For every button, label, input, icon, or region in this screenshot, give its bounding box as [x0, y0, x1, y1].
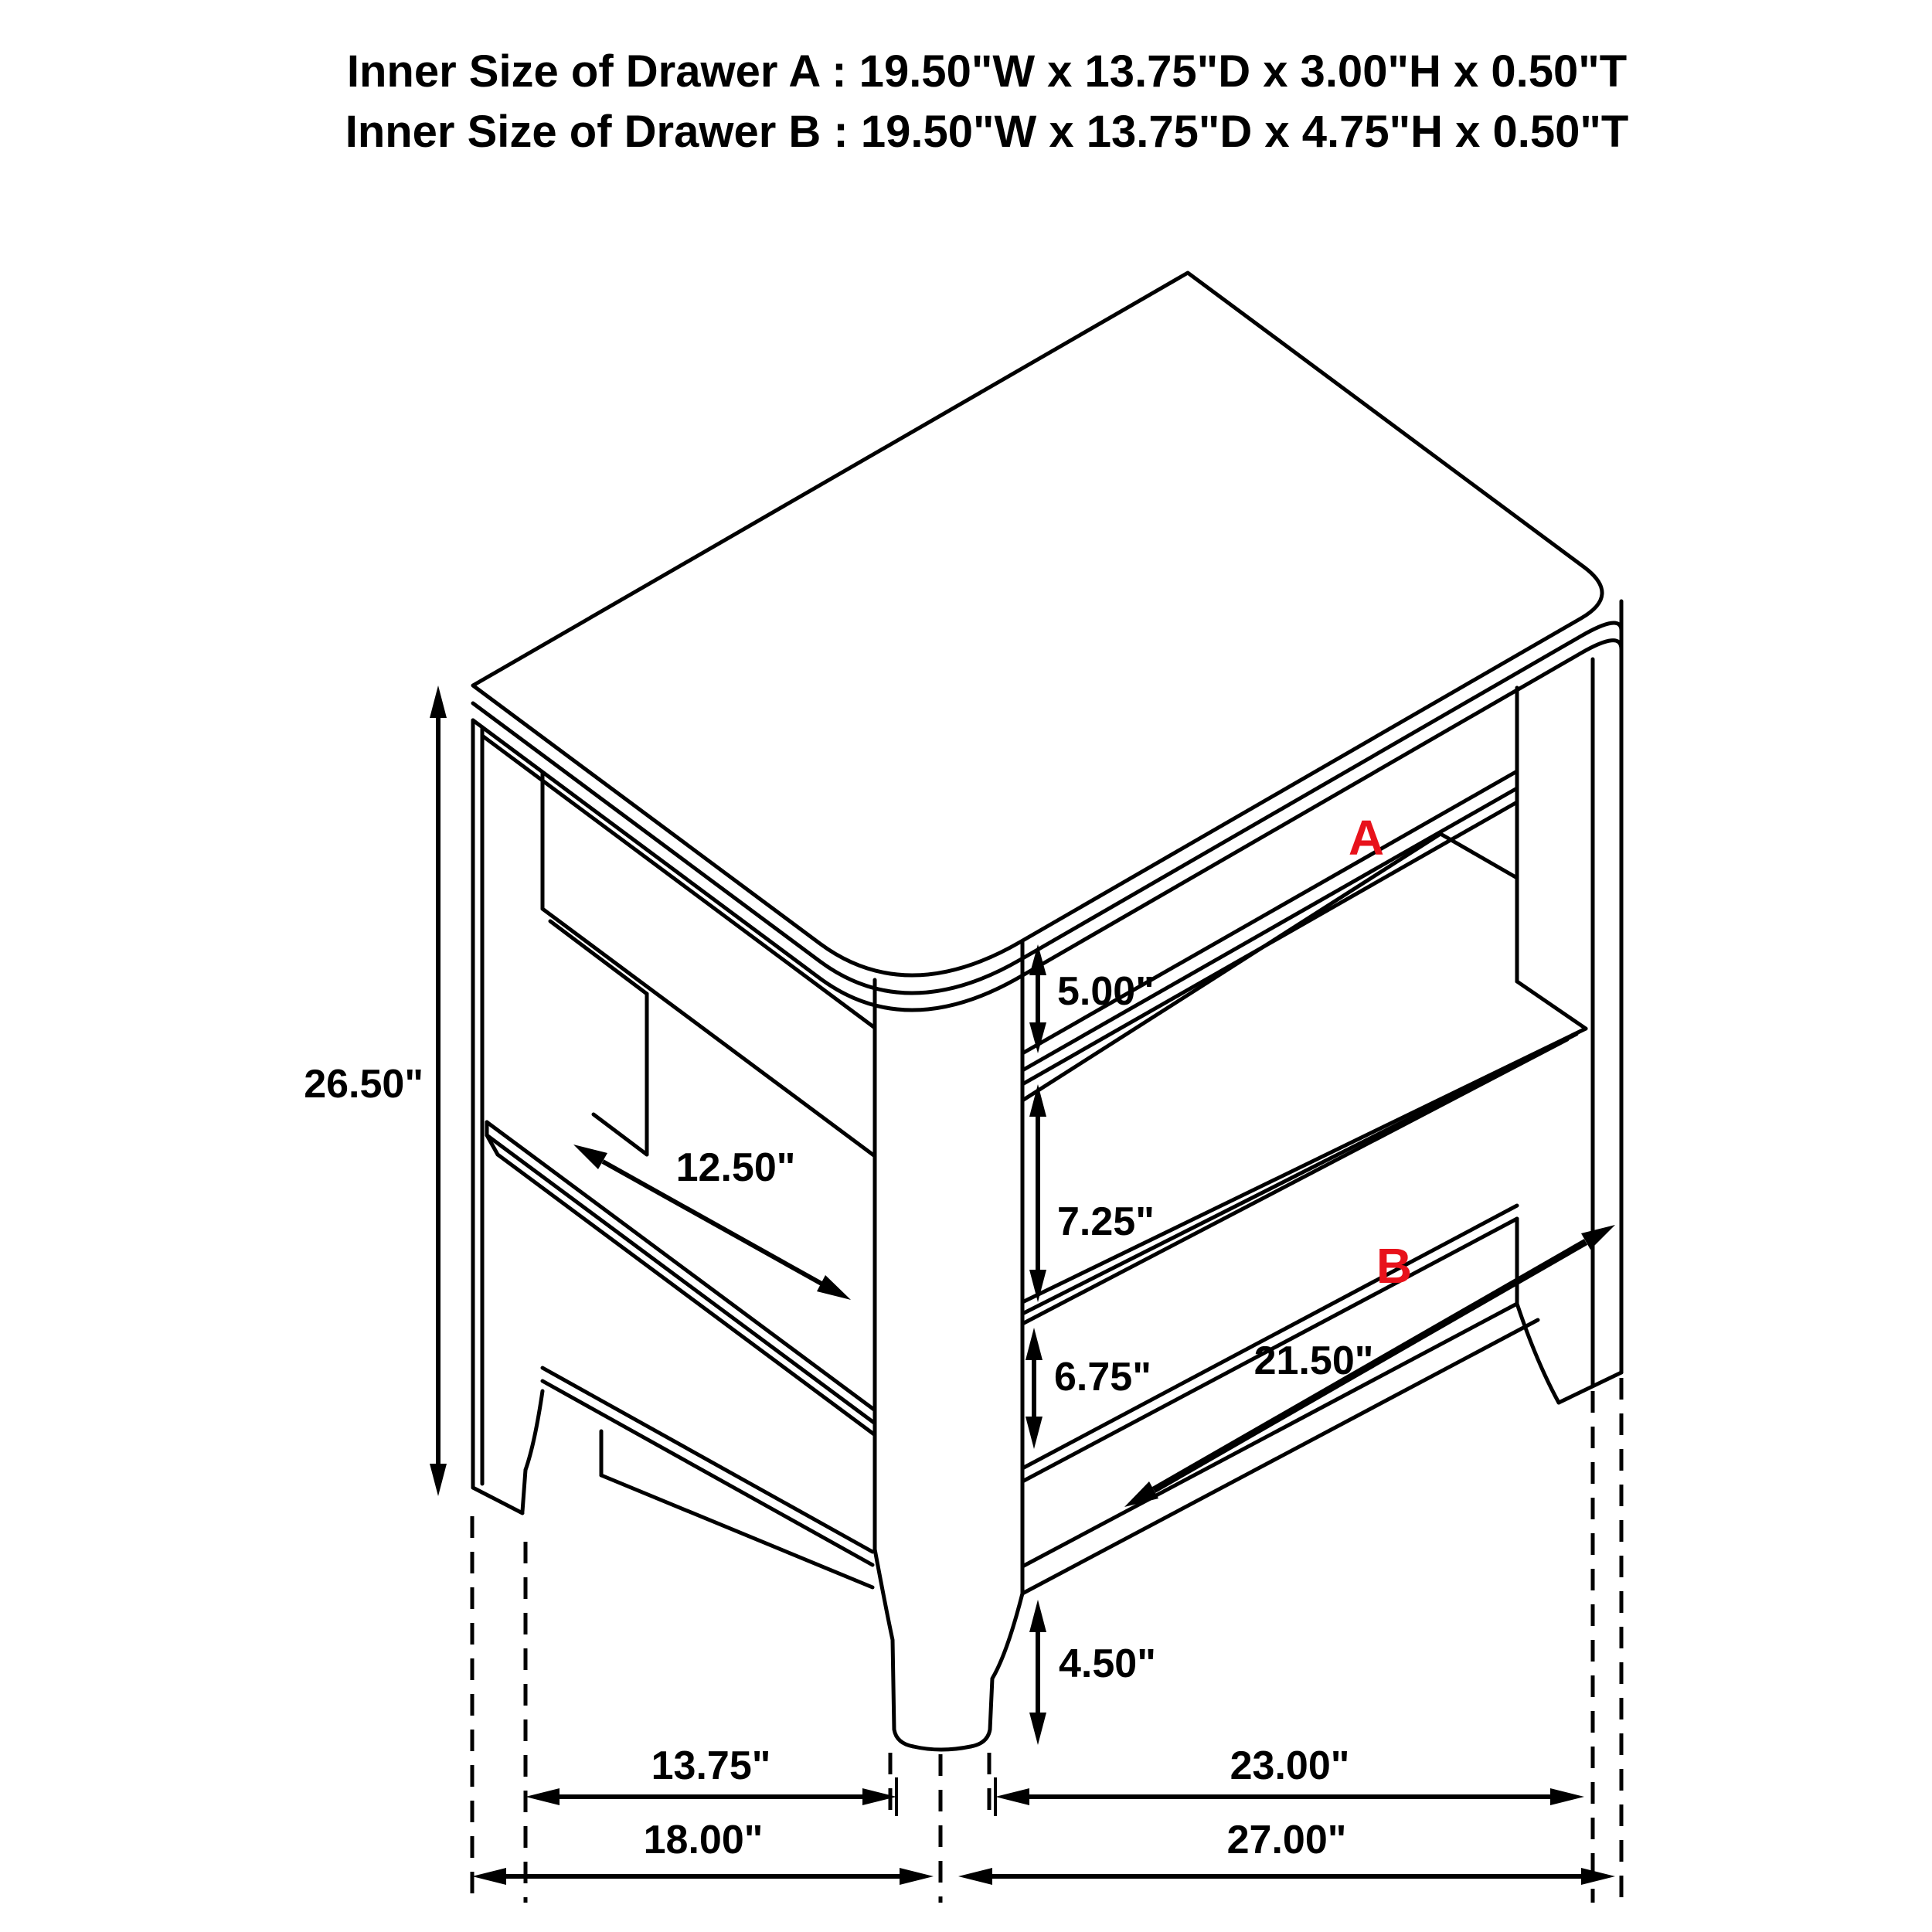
dim-floor-clearance: [1029, 1600, 1156, 1745]
part-label-group: [1349, 810, 1412, 1294]
rear-right-leg-inner-lower: [1517, 1219, 1559, 1403]
dim-label-total-width: 27.00": [1226, 1818, 1347, 1862]
arrowhead-left: [995, 1788, 1029, 1805]
opening-interior-lower: [594, 1114, 647, 1155]
dim-label-floor-clearance: 4.50": [1059, 1641, 1156, 1686]
dim-label-total-depth: 18.00": [643, 1818, 764, 1862]
arrowhead-left: [958, 1868, 992, 1885]
dim-total-width: [958, 1818, 1615, 1885]
drawer-b-top-edge-3: [1022, 1039, 1567, 1324]
title-line-1: Inner Size of Drawer A : 19.50"W x 13.75"D x 3.00"H x 0.50"T: [346, 46, 1628, 97]
rear-right-leg-bottom: [1559, 1372, 1621, 1403]
rear-left-leg-inner: [522, 1470, 526, 1512]
tabletop: [473, 273, 1621, 1010]
opening-interior-diag: [550, 921, 647, 994]
drawer-a-label: A: [1348, 810, 1385, 866]
arrowhead-up: [1029, 944, 1046, 975]
arrowhead-upright: [1581, 1225, 1615, 1250]
arrowhead-right: [900, 1868, 934, 1885]
front-post-right-edge: [971, 942, 1022, 1747]
dim-label-foot-to-leg-depth: 13.75": [651, 1743, 771, 1788]
title-block: [345, 46, 1629, 157]
rear-left-leg-arch: [526, 1391, 543, 1470]
drawer-b-bottom-edge-1: [1022, 1206, 1517, 1468]
rear-right-leg-chamfer: [1517, 981, 1586, 1029]
arrowhead-downright: [817, 1275, 851, 1300]
dim-label-drawer-b-front: 6.75": [1054, 1355, 1151, 1400]
dim-label-overall-height: 26.50": [304, 1062, 423, 1107]
dim-drawer-b-front: [1026, 1328, 1151, 1449]
tabletop-outline: [473, 273, 1602, 975]
arrowhead-left: [526, 1788, 560, 1805]
arrowhead-up: [430, 685, 447, 718]
arrowhead-down: [1026, 1417, 1043, 1449]
arrowhead-upleft: [573, 1145, 607, 1169]
drawer-b-label: B: [1376, 1238, 1413, 1294]
dim-foot-to-leg-depth: [526, 1743, 896, 1805]
dim-shelf-depth: [573, 1145, 851, 1300]
title-line-2: Inner Size of Drawer B : 19.50"W x 13.75"D x 4.75"H x 0.50"T: [345, 107, 1629, 157]
front-post-foot-bottom: [913, 1747, 971, 1750]
front-post: [875, 942, 1022, 1750]
left-rail-top-2: [543, 1381, 872, 1565]
drawer-b-top-edge-1: [1022, 1029, 1586, 1302]
arrowhead-up: [1026, 1328, 1043, 1360]
dim-foot-to-leg-width: [995, 1743, 1584, 1805]
rear-left-leg-bottom: [473, 1488, 522, 1513]
dim-label-gap-middle: 7.25": [1057, 1199, 1155, 1244]
dim-label-shelf-span: 21.50": [1253, 1338, 1374, 1383]
dim-label-shelf-depth: 12.50": [675, 1145, 796, 1190]
arrowhead-right: [1581, 1868, 1615, 1885]
arrowhead-down: [1029, 1713, 1046, 1745]
dim-label-foot-to-leg-width: 23.00": [1230, 1743, 1350, 1788]
arrowhead-left: [472, 1868, 506, 1885]
dim-label-gap-top: 5.00": [1057, 969, 1155, 1014]
arrowhead-down: [430, 1464, 447, 1496]
arrowhead-up: [1029, 1600, 1046, 1632]
right-face: [1022, 653, 1621, 1594]
arrowhead-right: [1550, 1788, 1584, 1805]
left-shelf-edge-3: [498, 1155, 874, 1434]
dim-total-depth: [472, 1818, 934, 1885]
dim-overall-height: [304, 685, 447, 1496]
front-post-left-edge: [875, 980, 913, 1747]
shelf-front-edge-3: [1022, 802, 1517, 1084]
